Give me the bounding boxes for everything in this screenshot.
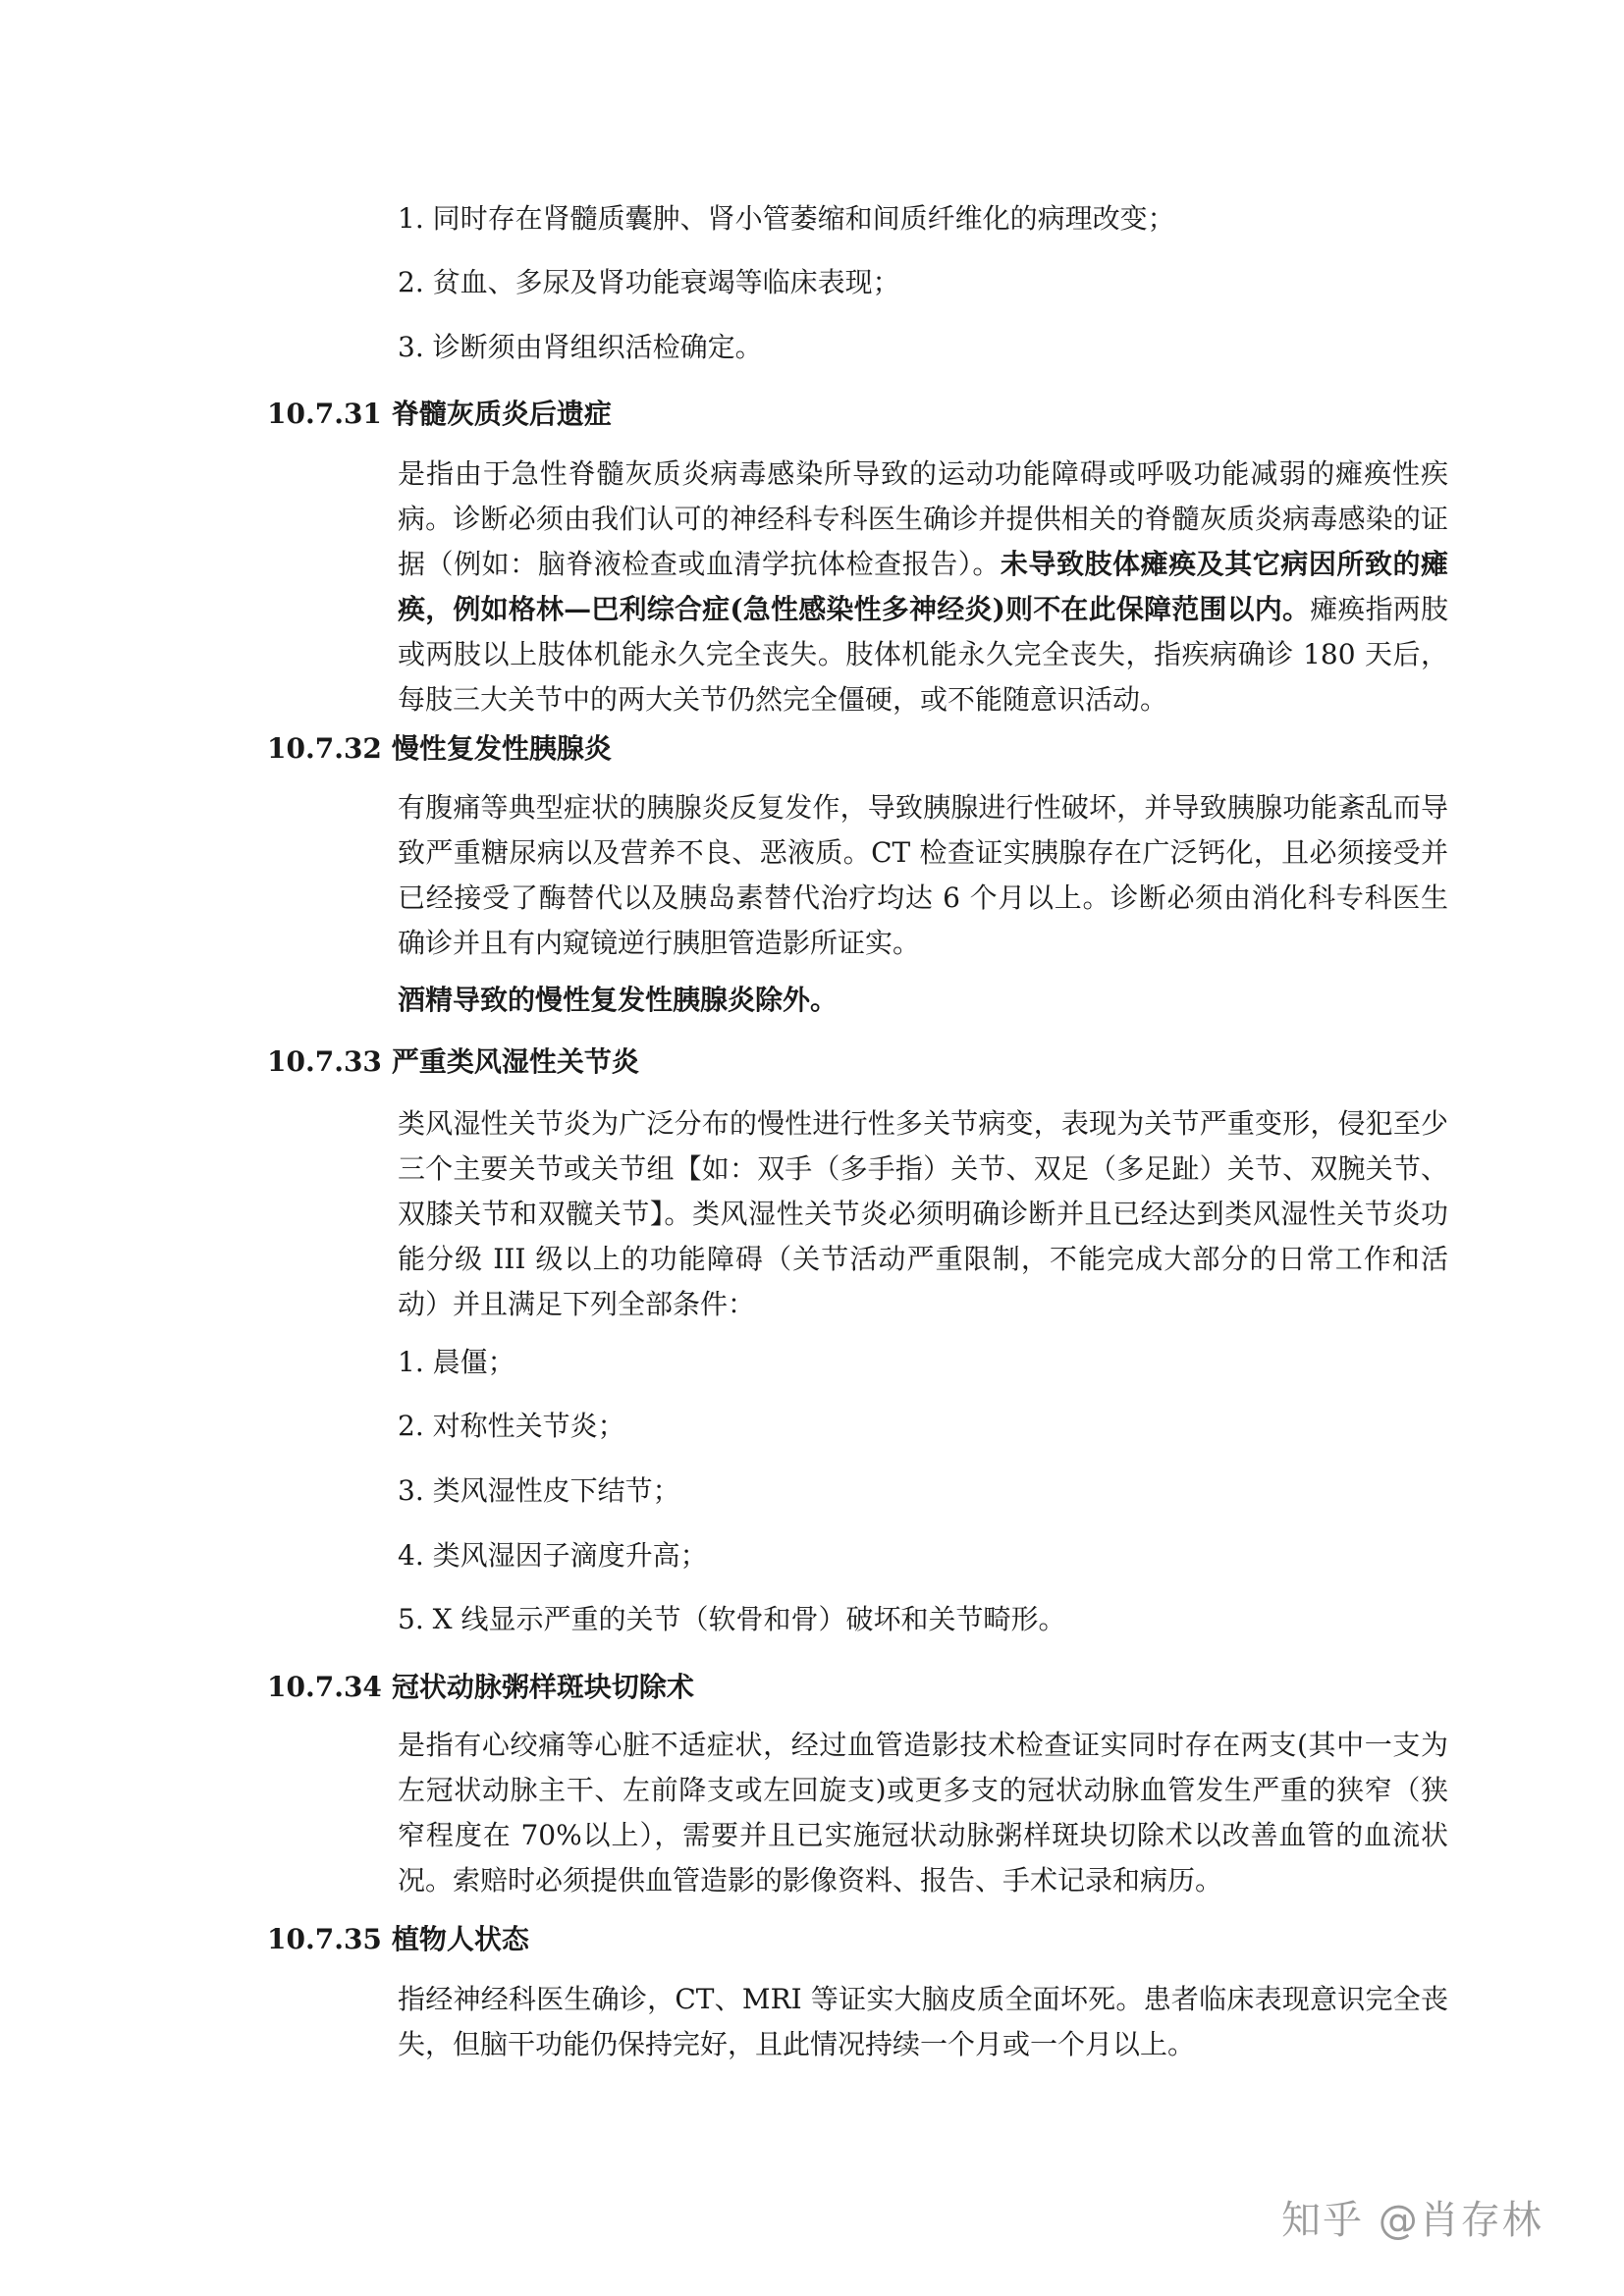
list-item: 1. 晨僵； xyxy=(398,1346,515,1378)
list-item: 2. 对称性关节炎； xyxy=(398,1410,625,1442)
section-title: 冠状动脉粥样斑块切除术 xyxy=(391,1671,694,1703)
list-item: 1. 同时存在肾髓质囊肿、肾小管萎缩和间质纤维化的病理改变； xyxy=(398,202,1175,235)
section-paragraph: 是指有心绞痛等心脏不适症状，经过血管造影技术检查证实同时存在两支(其中一支为左冠状动脉主干、左前降支或左回旋支)或更多支的冠状动脉血管发生严重的狭窄（狭窄程度在 70%以上），需要并且已实施冠状动脉粥样斑块切除术以改善血管的血流状况。索赔时必须提供血管造影的影像资料、报告、手术记录和病历。 xyxy=(398,1729,1448,1896)
list-item: 3. 诊断须由肾组织活检确定。 xyxy=(398,331,763,363)
section-heading-10-7-33 xyxy=(267,1042,639,1082)
section-number: 10.7.35 xyxy=(267,1923,382,1955)
section-title: 慢性复发性胰腺炎 xyxy=(391,732,612,765)
section-heading-10-7-31 xyxy=(267,395,612,434)
section-title: 脊髓灰质炎后遗症 xyxy=(391,398,612,430)
section-number: 10.7.33 xyxy=(267,1045,382,1078)
watermark: 知乎 @肖存林 xyxy=(1281,2198,1543,2243)
list-item: 5. X 线显示严重的关节（软骨和骨）破坏和关节畸形。 xyxy=(398,1603,1066,1635)
list-item: 2. 贫血、多尿及肾功能衰竭等临床表现； xyxy=(398,266,900,298)
section-paragraph: 指经神经科医生确诊，CT、MRI 等证实大脑皮质全面坏死。患者临床表现意识完全丧失，但脑干功能仍保持完好，且此情况持续一个月或一个月以上。 xyxy=(398,1983,1448,2060)
section-heading-10-7-34 xyxy=(267,1668,694,1707)
section-paragraph: 有腹痛等典型症状的胰腺炎反复发作，导致胰腺进行性破坏，并导致胰腺功能紊乱而导致严重糖尿病以及营养不良、恶液质。CT 检查证实胰腺存在广泛钙化，且必须接受并已经接受了酶替代以及胰岛素替代治疗均达 6 个月以上。诊断必须由消化科专科医生确诊并且有内窥镜逆行胰胆管造影所证实。 xyxy=(398,791,1448,959)
section-paragraph xyxy=(398,452,1448,722)
section-paragraph: 类风湿性关节炎为广泛分布的慢性进行性多关节病变，表现为关节严重变形，侵犯至少三个主要关节或关节组【如：双手（多手指）关节、双足（多足趾）关节、双腕关节、双膝关节和双髋关节】。类风湿性关节炎必须明确诊断并且已经达到类风湿性关节炎功能分级 III 级以上的功能障碍（关节活动严重限制，不能完成大部分的日常工作和活动）并且满足下列全部条件： xyxy=(398,1107,1448,1320)
section-title: 严重类风湿性关节炎 xyxy=(391,1045,639,1078)
paragraph-text: 是指由于急性脊髓灰质炎病毒感染所导致的运动功能障碍或呼吸功能减弱的瘫痪性疾病。诊断必须由我们认可的神经科专科医生确诊并提供相关的脊髓灰质炎病毒感染的证据（例如：脑脊液检查或血清学抗体检查报告）。 xyxy=(398,457,1448,580)
section-heading-10-7-35 xyxy=(267,1920,529,1959)
paragraph-text: 瘫痪指两肢或两肢以上肢体机能永久完全丧失。肢体机能永久完全丧失，指疾病确诊 180 天后，每肢三大关节中的两大关节仍然完全僵硬，或不能随意识活动。 xyxy=(398,593,1448,716)
paragraph-bold-text: 未导致肢体瘫痪及其它病因所致的瘫痪，例如格林—巴利综合症(急性感染性多神经炎)则不在此保障范围以内。 xyxy=(398,548,1448,625)
section-title: 植物人状态 xyxy=(391,1923,529,1955)
section-number: 10.7.31 xyxy=(267,398,382,430)
list-item: 4. 类风湿因子滴度升高； xyxy=(398,1539,708,1572)
section-number: 10.7.34 xyxy=(267,1671,382,1703)
section-number: 10.7.32 xyxy=(267,732,382,765)
exclusion-note: 酒精导致的慢性复发性胰腺炎除外。 xyxy=(398,984,839,1016)
list-item: 3. 类风湿性皮下结节； xyxy=(398,1474,680,1507)
section-heading-10-7-32 xyxy=(267,729,612,769)
